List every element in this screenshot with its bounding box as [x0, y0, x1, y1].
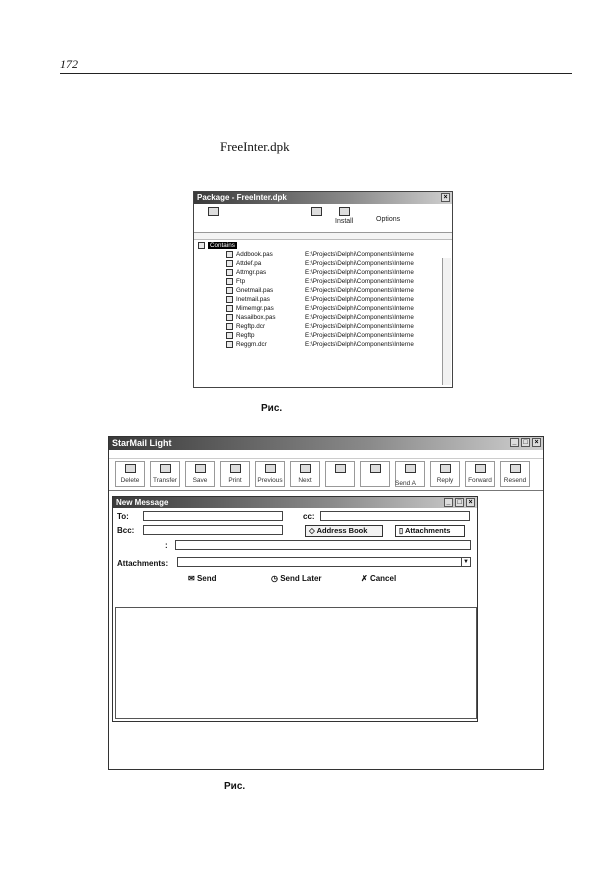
- tree-file[interactable]: Regftp.dcr: [226, 322, 265, 331]
- compile-button[interactable]: [208, 207, 219, 218]
- options-label: Options: [376, 216, 401, 223]
- cc-label: cc:: [303, 512, 315, 521]
- file-icon: [226, 305, 233, 312]
- transfer-icon: [160, 464, 171, 473]
- tree-file[interactable]: Attdef.pa: [226, 259, 261, 268]
- compile-icon: [208, 207, 219, 216]
- package-filename: FreeInter.dpk: [220, 139, 290, 154]
- send-button[interactable]: ✉ Send: [188, 574, 217, 583]
- resend-icon: [510, 464, 521, 473]
- file-icon: [226, 269, 233, 276]
- starmail-window: [108, 436, 544, 770]
- attachments-combo[interactable]: [177, 557, 471, 567]
- next-icon: [300, 464, 311, 473]
- subject-input[interactable]: [175, 540, 471, 550]
- tree-file[interactable]: Gnetmail.pas: [226, 286, 273, 295]
- delete-icon: [125, 464, 136, 473]
- receive-button[interactable]: [360, 461, 390, 487]
- options-button[interactable]: [376, 216, 400, 223]
- reply-icon: [440, 464, 451, 473]
- attachments-label: Attachments:: [117, 559, 169, 568]
- package-title: Package - FreeInter.dpk: [197, 193, 287, 202]
- tree-file[interactable]: Inetmail.pas: [226, 295, 270, 304]
- new-button[interactable]: [325, 461, 355, 487]
- page-number: 172: [60, 57, 78, 71]
- mail-toolbar: [109, 459, 543, 491]
- file-icon: [226, 332, 233, 339]
- file-icon: [226, 287, 233, 294]
- tree-file[interactable]: Reggm.dcr: [226, 340, 267, 349]
- file-icon: [226, 323, 233, 330]
- tree-file[interactable]: Mimemgr.pas: [226, 304, 274, 313]
- add-icon: [311, 207, 322, 216]
- starmail-title: StarMail Light: [112, 438, 172, 448]
- forward-button[interactable]: Forward: [465, 461, 495, 487]
- new-message-window: [112, 496, 478, 722]
- package-scrollbar[interactable]: [442, 258, 451, 385]
- chevron-down-icon[interactable]: ▼: [461, 558, 470, 566]
- bcc-input[interactable]: [143, 525, 283, 535]
- reply-button[interactable]: Reply: [430, 461, 460, 487]
- tree-root-contains[interactable]: Contains: [210, 242, 235, 249]
- print-button[interactable]: Print: [220, 461, 250, 487]
- transfer-button[interactable]: Transfer: [150, 461, 180, 487]
- tree-file[interactable]: Ftp: [226, 277, 245, 286]
- send-all-label: Send A: [395, 480, 416, 487]
- file-path: E:\Projects\Delphi\Components\Interne: [305, 278, 414, 285]
- previous-icon: [265, 464, 276, 473]
- file-path: E:\Projects\Delphi\Components\Interne: [305, 314, 414, 321]
- new-message-titlebar: [113, 497, 477, 508]
- tree-file[interactable]: Attmgr.pas: [226, 268, 266, 277]
- figure-caption: Рис.: [224, 781, 246, 792]
- message-body[interactable]: [115, 607, 477, 719]
- header-rule: [60, 73, 572, 74]
- maximize-icon[interactable]: □: [455, 498, 464, 507]
- minimize-icon[interactable]: _: [444, 498, 453, 507]
- file-icon: [226, 260, 233, 267]
- close-icon[interactable]: ×: [441, 193, 450, 202]
- new-message-title: New Message: [116, 498, 169, 507]
- file-path: E:\Projects\Delphi\Components\Interne: [305, 305, 414, 312]
- new-icon: [335, 464, 346, 473]
- add-button[interactable]: [311, 207, 322, 218]
- save-icon: [195, 464, 206, 473]
- print-icon: [230, 464, 241, 473]
- send-icon: [405, 464, 416, 473]
- attachments-button[interactable]: ▯ Attachments: [395, 525, 465, 537]
- address-book-button[interactable]: ◇ Address Book: [305, 525, 383, 537]
- file-path: E:\Projects\Delphi\Components\Interne: [305, 251, 414, 258]
- file-icon: [226, 341, 233, 348]
- receive-icon: [370, 464, 381, 473]
- close-icon[interactable]: ×: [466, 498, 475, 507]
- install-icon: [339, 207, 350, 216]
- package-titlebar: [194, 192, 452, 204]
- file-path: E:\Projects\Delphi\Components\Interne: [305, 332, 414, 339]
- cc-input[interactable]: [320, 511, 470, 521]
- tree-file[interactable]: Nasailbox.pas: [226, 313, 276, 322]
- package-window: [193, 191, 453, 388]
- cancel-button[interactable]: ✗ Cancel: [361, 574, 397, 583]
- tree-file[interactable]: Addbook.pas: [226, 250, 273, 259]
- close-icon[interactable]: ×: [532, 438, 541, 447]
- to-label: To:: [117, 512, 129, 521]
- package-column-header: [194, 233, 452, 240]
- minimize-icon[interactable]: _: [510, 438, 519, 447]
- figure-caption: Рис.: [261, 403, 283, 414]
- tree-file[interactable]: Regftp: [226, 331, 255, 340]
- package-toolbar: [194, 204, 452, 233]
- menu-bar: [109, 450, 543, 459]
- next-button[interactable]: Next: [290, 461, 320, 487]
- file-path: E:\Projects\Delphi\Components\Interne: [305, 296, 414, 303]
- resend-button[interactable]: Resend: [500, 461, 530, 487]
- send-later-button[interactable]: ◷ Send Later: [271, 574, 322, 583]
- to-input[interactable]: [143, 511, 283, 521]
- forward-icon: [475, 464, 486, 473]
- file-icon: [226, 296, 233, 303]
- file-path: E:\Projects\Delphi\Components\Interne: [305, 269, 414, 276]
- file-icon: [226, 314, 233, 321]
- delete-button[interactable]: Delete: [115, 461, 145, 487]
- subject-label: :: [165, 541, 168, 550]
- save-button[interactable]: Save: [185, 461, 215, 487]
- folder-icon: [198, 242, 205, 249]
- file-path: E:\Projects\Delphi\Components\Interne: [305, 287, 414, 294]
- file-path: E:\Projects\Delphi\Components\Interne: [305, 323, 414, 330]
- maximize-icon[interactable]: □: [521, 438, 530, 447]
- file-icon: [226, 278, 233, 285]
- file-icon: [226, 251, 233, 258]
- previous-button[interactable]: Previous: [255, 461, 285, 487]
- bcc-label: Bcc:: [117, 526, 135, 535]
- install-button[interactable]: [335, 207, 353, 225]
- install-label: Install: [335, 218, 354, 225]
- file-path: E:\Projects\Delphi\Components\Interne: [305, 341, 414, 348]
- file-path: E:\Projects\Delphi\Components\Interne: [305, 260, 414, 267]
- starmail-titlebar: [109, 437, 543, 450]
